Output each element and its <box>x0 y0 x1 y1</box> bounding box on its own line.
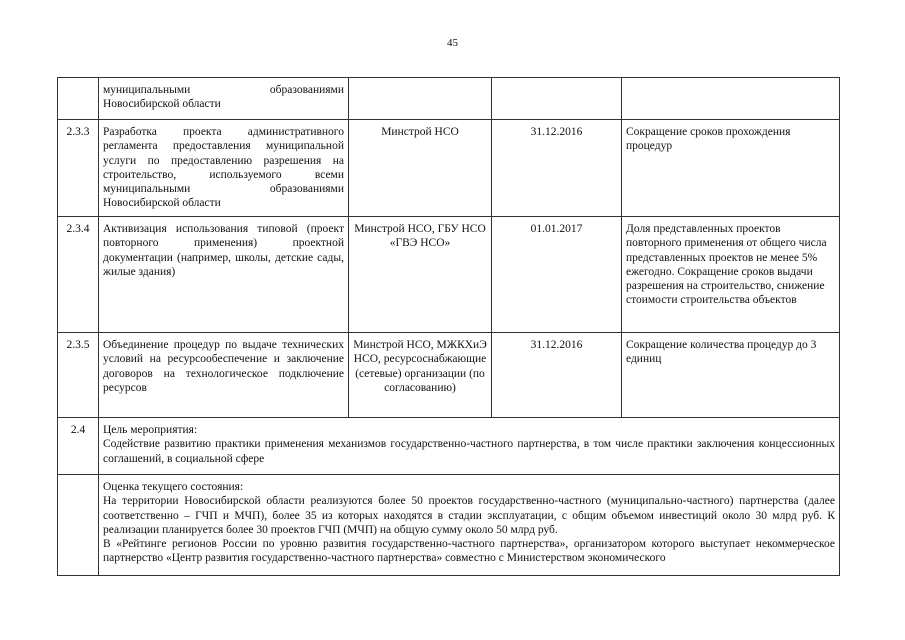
assessment-row <box>58 475 840 576</box>
assessment-paragraph-1: На территории Новосибирской области реализуются более 50 проектов государственно-частного (муниципально-частного) партнерства (далее соответственно – ГЧП и МЧП), более 35 из которых находятся в стадии эксплуатации, с общим объемом инвестиций около 30 млрд руб. К реализации планируется более 30 проектов ГЧП (МЧП) на общую сумму около 50 млрд руб. <box>103 495 835 536</box>
row-number: 2.3.5 <box>58 333 99 418</box>
row-number: 2.3.3 <box>58 120 99 217</box>
deadline-cell: 31.12.2016 <box>492 120 622 217</box>
goal-row <box>58 418 840 475</box>
expected-result-cell: Доля представленных проектов повторного применения от общего числа представленных проектов не менее 5% ежегодно. Сокращение сроков выдачи разрешения на строительство, снижение стоимости строительства объектов <box>622 217 840 333</box>
executor-cell: Минстрой НСО, ГБУ НСО «ГВЭ НСО» <box>349 217 492 333</box>
goal-text: Содействие развитию практики применения механизмов государственно-частного партнерства, в том числе практики заключения концессионных соглашений, в социальной сфере <box>103 438 835 465</box>
row-number: 2.4 <box>58 418 99 475</box>
table-row <box>58 78 840 120</box>
table-row <box>58 120 840 217</box>
table-row <box>58 333 840 418</box>
assessment-heading: Оценка текущего состояния: <box>103 481 244 493</box>
goal-heading: Цель мероприятия: <box>103 424 198 436</box>
expected-result-cell: Сокращение сроков прохождения процедур <box>622 120 840 217</box>
row-number <box>58 475 99 576</box>
deadline-cell <box>492 78 622 120</box>
measure-description: муниципальными образованиями Новосибирской области <box>99 78 349 120</box>
measures-table <box>57 77 840 576</box>
executor-cell: Минстрой НСО, МЖКХиЭ НСО, ресурсоснабжающие (сетевые) организации (по согласованию) <box>349 333 492 418</box>
measure-description: Объединение процедур по выдаче технических условий на ресурсообеспечение и заключение договоров на технологическое подключение ресурсов <box>99 333 349 418</box>
expected-result-cell <box>622 78 840 120</box>
deadline-cell: 01.01.2017 <box>492 217 622 333</box>
goal-cell <box>99 418 840 475</box>
row-number: 2.3.4 <box>58 217 99 333</box>
executor-cell <box>349 78 492 120</box>
table-row <box>58 217 840 333</box>
page-number: 45 <box>447 37 458 49</box>
row-number <box>58 78 99 120</box>
assessment-paragraph-2: В «Рейтинге регионов России по уровню развития государственно-частного партнерства», организатором которого выступает некоммерческое партнерство «Центр развития государственно-частного партнерства» совместно с Министерством экономического <box>103 538 835 565</box>
measure-description: Активизация использования типовой (проект повторного применения) проектной документации (например, школы, детские сады, жилые здания) <box>99 217 349 333</box>
executor-cell: Минстрой НСО <box>349 120 492 217</box>
assessment-cell <box>99 475 840 576</box>
deadline-cell: 31.12.2016 <box>492 333 622 418</box>
measure-description: Разработка проекта административного регламента предоставления муниципальной услуги по предоставлению разрешения на строительство, используемого всеми муниципальными образованиями Новосибирской области <box>99 120 349 217</box>
expected-result-cell: Сокращение количества процедур до 3 единиц <box>622 333 840 418</box>
